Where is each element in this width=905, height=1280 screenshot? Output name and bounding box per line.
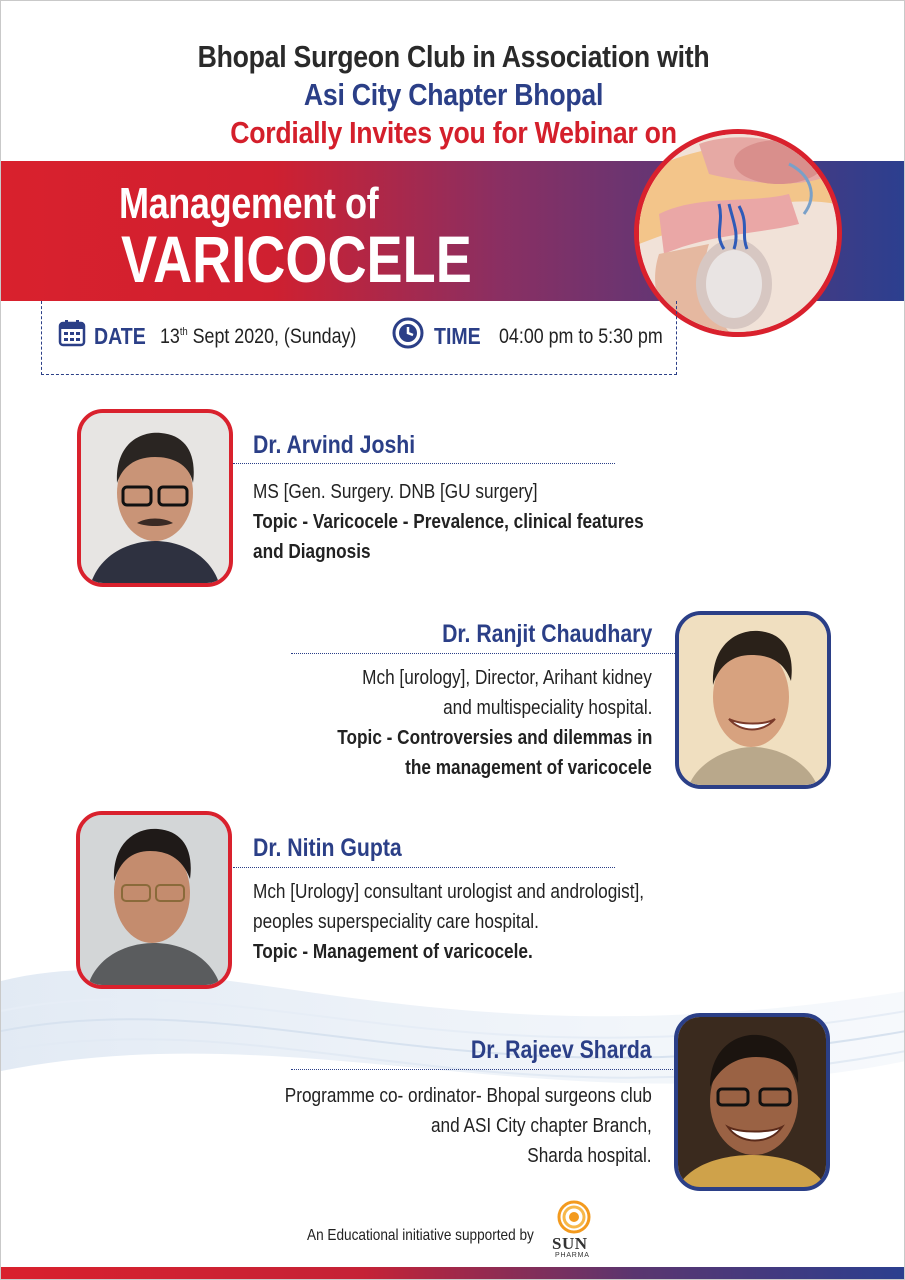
- speaker-credentials: Programme co- ordinator- Bhopal surgeons club: [284, 1085, 652, 1107]
- speaker-name: Dr. Arvind Joshi: [253, 431, 416, 459]
- title-line-1: Management of: [119, 179, 379, 228]
- speaker-credentials: Mch [Urology] consultant urologist and andrologist],: [253, 881, 645, 903]
- name-divider: [291, 1069, 675, 1070]
- invite-line: Cordially Invites you for Webinar on: [230, 115, 677, 150]
- speaker-topic: Topic - Controversies and dilemmas in: [336, 727, 652, 749]
- speaker-name: Dr. Nitin Gupta: [253, 834, 402, 862]
- time-label: TIME: [434, 323, 481, 349]
- time-value: 04:00 pm to 5:30 pm: [499, 325, 663, 348]
- sponsor-name: SUN: [552, 1234, 588, 1253]
- name-divider: [291, 653, 675, 654]
- speaker-credentials-cont: Sharda hospital.: [527, 1145, 652, 1167]
- clock-icon: [392, 317, 424, 349]
- speaker-credentials: MS [Gen. Surgery. DNB [GU surgery]: [253, 481, 538, 503]
- speaker-photo-rajeev-sharda: [674, 1013, 830, 1191]
- name-divider: [233, 463, 615, 464]
- speaker-credentials: Mch [urology], Director, Arihant kidney: [362, 667, 652, 689]
- speaker-topic: Topic - Varicocele - Prevalence, clinical features: [253, 511, 644, 533]
- speaker-photo-arvind-joshi: [77, 409, 233, 587]
- footer-text: An Educational initiative supported by: [307, 1227, 534, 1244]
- sun-pharma-logo-icon: [553, 1199, 595, 1235]
- calendar-icon: [58, 319, 86, 347]
- date-value: 13th Sept 2020, (Sunday): [160, 325, 357, 348]
- organizer-line: Bhopal Surgeon Club in Association with: [197, 39, 710, 74]
- speaker-topic: Topic - Management of varicocele.: [253, 941, 533, 963]
- speaker-photo-nitin-gupta: [76, 811, 232, 989]
- speaker-name: Dr. Ranjit Chaudhary: [441, 620, 652, 648]
- title-line-2: VARICOCELE: [121, 222, 472, 296]
- speaker-topic-cont: and Diagnosis: [253, 541, 371, 563]
- speaker-photo-ranjit-chaudhary: [675, 611, 831, 789]
- bottom-bar: [1, 1267, 905, 1280]
- chapter-line: Asi City Chapter Bhopal: [303, 77, 604, 112]
- name-divider: [233, 867, 615, 868]
- sponsor-subtitle: PHARMA: [555, 1252, 590, 1259]
- speaker-credentials-cont: peoples superspeciality care hospital.: [253, 911, 539, 933]
- speaker-credentials-cont: and multispeciality hospital.: [442, 697, 652, 719]
- date-label: DATE: [94, 323, 146, 349]
- speaker-name: Dr. Rajeev Sharda: [471, 1036, 652, 1064]
- speaker-topic-cont: the management of varicocele: [405, 757, 652, 779]
- speaker-credentials-cont: and ASI City chapter Branch,: [431, 1115, 652, 1137]
